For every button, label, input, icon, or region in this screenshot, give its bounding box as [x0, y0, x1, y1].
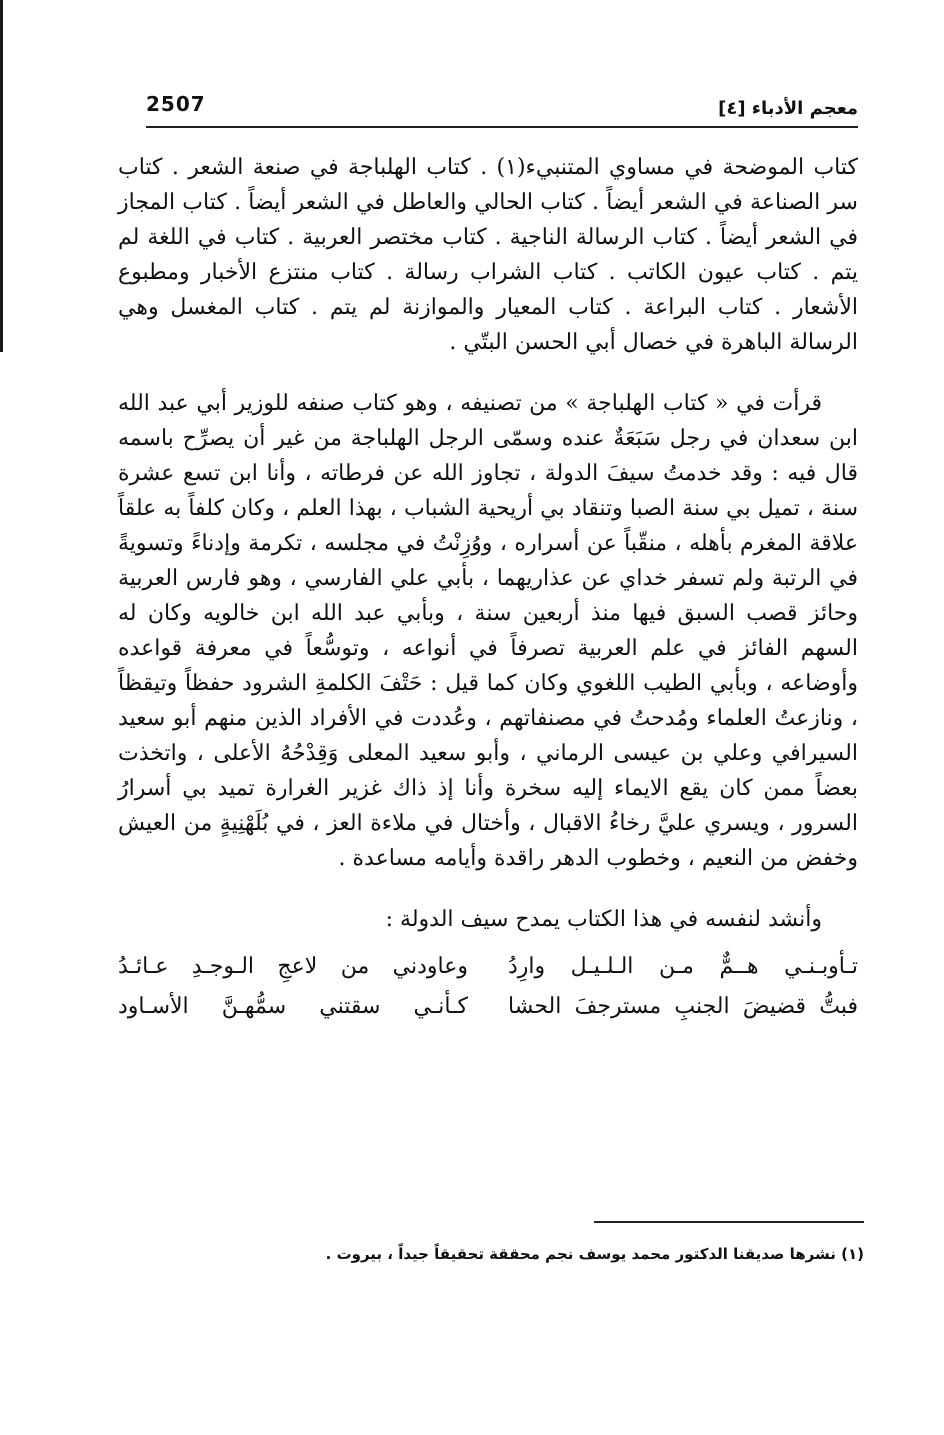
poem-line	[118, 987, 858, 1027]
footnote-divider	[594, 1221, 864, 1223]
poem-intro: وأنشد لنفسه في هذا الكتاب يمدح سيف الدولة :	[385, 907, 822, 932]
poem-line	[118, 947, 858, 987]
page-edge-shadow	[0, 0, 3, 352]
poem-second-hemistich: وعاودني من لاعجِ الـوجـدِ عـائـدُ	[118, 954, 468, 979]
page-number: 2507	[146, 92, 206, 116]
footnote: (١) نشرها صديقنا الدكتور محمد يوسف نجم محققة تحقيقاً جيداً ، بيروت .	[325, 1245, 864, 1263]
paragraph-hilbaja-quote: قرأت في « كتاب الهلباجة » من تصنيفه ، وهو كتاب صنفه للوزير أبي عبد الله ابن سعدان في رجل سَبَعَةٌ عنده وسمّى الرجل الهلباجة من غير أن يصرِّح باسمه قال فيه : وقد خدمتُ سيفَ الدولة ، تجاوز الله عن فرطاته ، وأنا ابن تسع عشرة سنة ، تميل بي سنة الصبا وتنقاد بي أريحية الشباب ، بهذا العلم ، وكان كلفاً به علقاً علاقة المغرم بأهله ، منقّباً عن أسراره ، ووُزِنْتُ في مجلسه ، تكرمة وإدناءً وتسويةً في الرتبة ولم تسفر خداي عن عذاريهما ، بأبي علي الفارسي ، وهو فارس العربية وحائز قصب السبق فيها منذ أربعين سنة ، وبأبي عبد الله ابن خالويه وكان له السهم الفائز في علم العربية تصرفاً في أنواعه ، وتوسُّعاً في معرفة قواعده وأوضاعه ، وبأبي الطيب اللغوي وكان كما قيل : حَتْفَ الكلمةِ الشرود حفظاً وتيقظاً ، ونازعتُ العلماء ومُدحتُ في مصنفاتهم ، وعُددت في الأفراد الذين منهم أبو سعيد السيرافي وعلي بن عيسى الرماني ، وأبو سعيد المعلى وَقِدْحُهُ الأعلى ، واتخذت بعضاً ممن كان يقع الايماء إليه سخرة وأنا إذ ذاك غزير الغرارة تميد بي أسرارُ السرور ، ويسري عليَّ رخاءُ الاقبال ، وأختال في ملاءة العز ، في بُلَهْنِيةٍ من العيش وخفض من النعيم ، وخطوب الدهر راقدة وأيامه مساعدة .	[118, 391, 859, 871]
page-header	[146, 92, 858, 128]
poem-first-hemistich: تـأوبـنـي هــمٌّ مـن الـلـيـل وارِدُ	[508, 954, 858, 979]
poem-first-hemistich: فبتُّ قضيضَ الجنبِ مسترجفَ الحشا	[508, 994, 858, 1019]
poem-second-hemistich: كـأنـي سقتني سمُّهـنَّ الأسـاود	[118, 994, 468, 1019]
running-head: معجم الأدباء [٤]	[718, 98, 858, 119]
poem	[118, 947, 858, 1027]
paragraph-book-list: كتاب الموضحة في مساوي المتنبيء(١) . كتاب الهلباجة في صنعة الشعر . كتاب سر الصناعة في الشعر أيضاً . كتاب الحالي والعاطل في الشعر أيضاً . كتاب المجاز في الشعر أيضاً . كتاب الرسالة الناجية . كتاب مختصر العربية . كتاب في اللغة لم يتم . كتاب عيون الكاتب . كتاب الشراب رسالة . كتاب منتزع الأخبار ومطبوع الأشعار . كتاب البراعة . كتاب المعيار والموازنة لم يتم . كتاب المغسل وهي الرسالة الباهرة في خصال أبي الحسن البتّي .	[118, 155, 858, 355]
body-text	[118, 150, 858, 1027]
